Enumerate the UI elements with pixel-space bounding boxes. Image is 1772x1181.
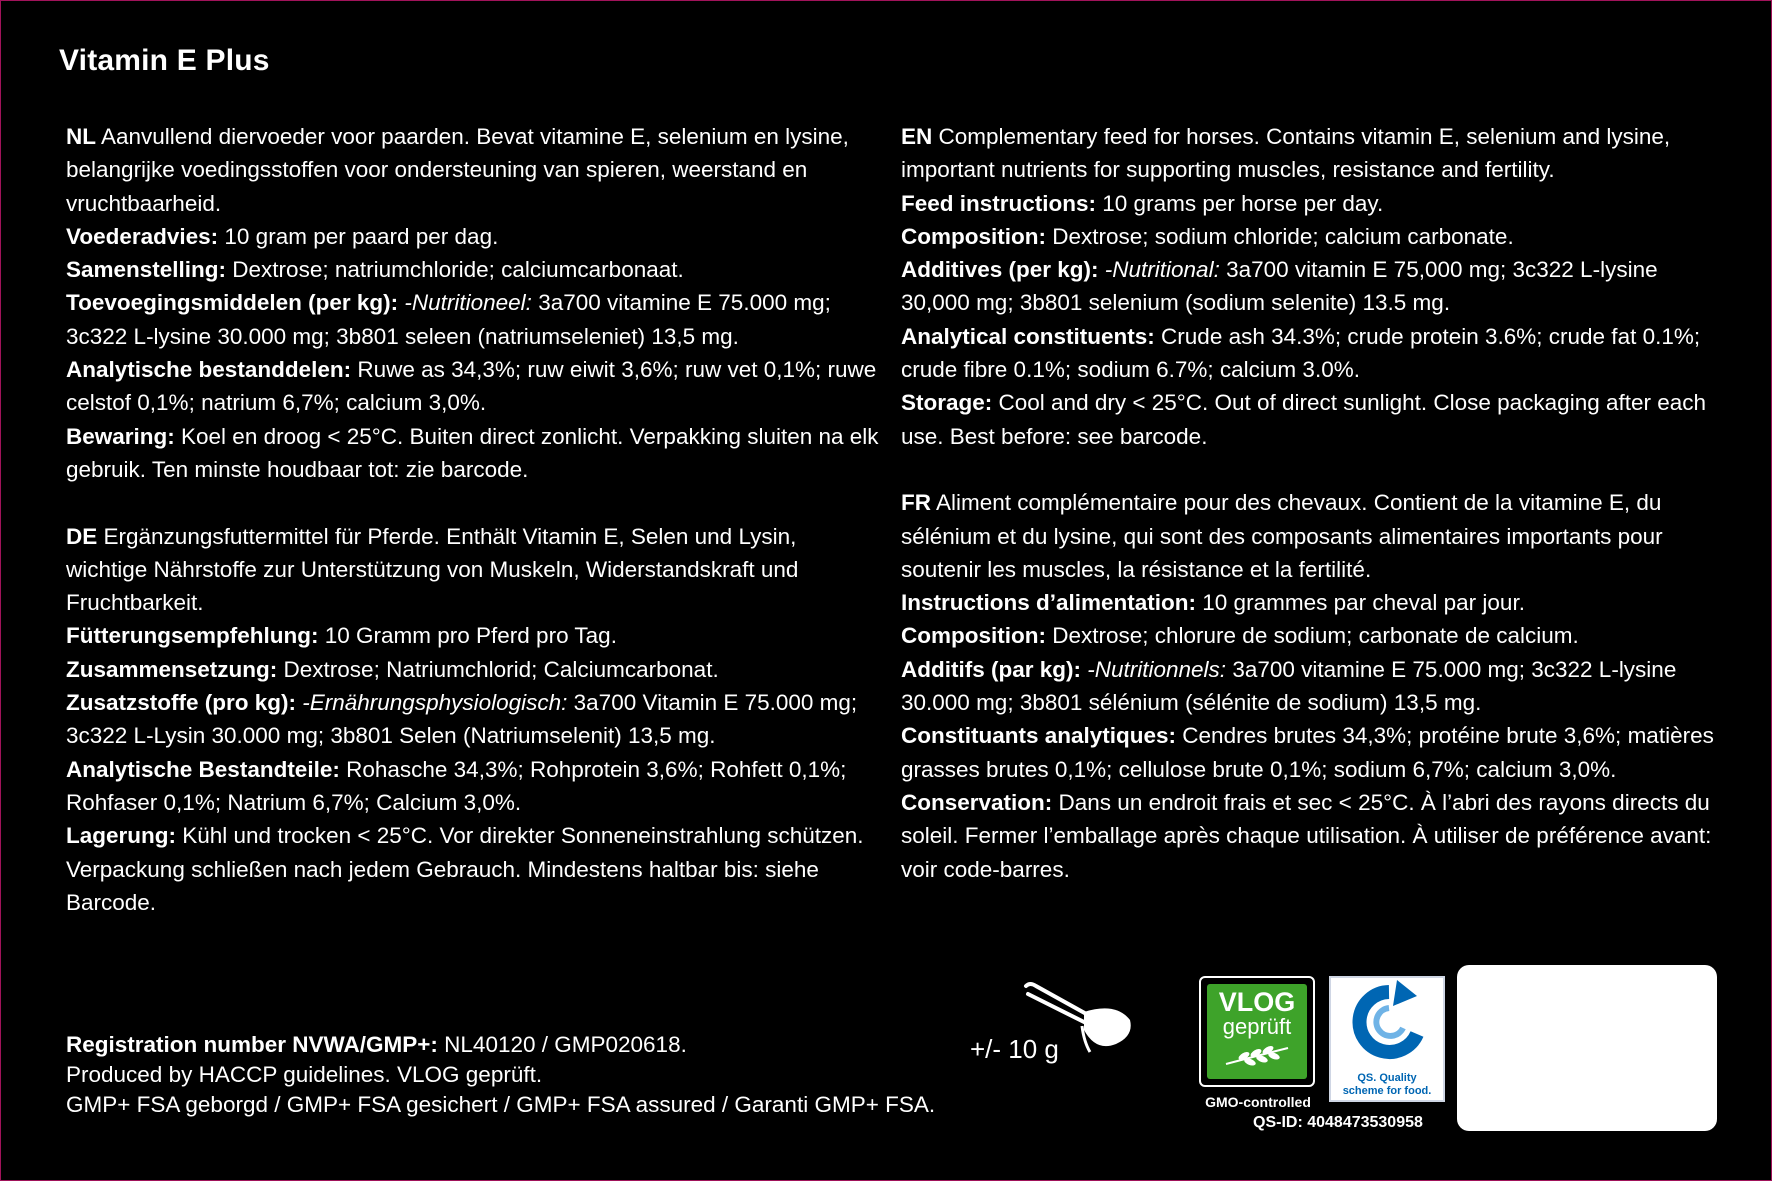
- en-section: [901, 120, 1716, 453]
- fr-lang-code: FR: [901, 490, 931, 516]
- nl-comp-label: Samenstelling:: [66, 257, 227, 283]
- nl-add-italic: -Nutritioneel:: [398, 290, 532, 316]
- en-comp-label: Composition:: [901, 223, 1046, 249]
- qs-logo: [1329, 976, 1445, 1102]
- en-feed-label: Feed instructions:: [901, 190, 1097, 216]
- nl-anal-text: Ruwe as 34,3%; ruw eiwit 3,6%; ruw vet 0,1%; ruwe celstof 0,1%; natrium 6,7%; calcium 3,0%.: [66, 357, 877, 416]
- fr-add-text: 3a700 vitamine E 75.000 mg; 3c322 L-lysine 30.000 mg; 3b801 sélénium (sélénite de sodium) 13,5 mg.: [901, 656, 1677, 716]
- nl-add-label: Toevoegingsmiddelen (per kg):: [66, 290, 399, 316]
- en-store-text: Cool and dry < 25°C. Out of direct sunlight. Close packaging after each use. Best before: see barcode.: [901, 390, 1707, 449]
- left-column: [66, 120, 881, 952]
- gmp-line: GMP+ FSA geborgd / GMP+ FSA gesichert / GMP+ FSA assured / Garanti GMP+ FSA.: [66, 1092, 936, 1117]
- registration-footer: [66, 1030, 935, 1120]
- vlog-subtitle: geprüft: [1222, 1014, 1292, 1039]
- nl-store-label: Bewaring:: [66, 423, 175, 449]
- fr-intro: Aliment complémentaire pour des chevaux. Contient de la vitamine E, du sélénium et du lysine, qui sont des composants alimentaires importants pour soutenir les muscles, la résistance et la fertilité.: [901, 490, 1663, 582]
- nl-add-text: 3a700 vitamine E 75.000 mg; 3c322 L-lysine 30.000 mg; 3b801 seleen (natriumseleniet) 13,5 mg.: [66, 290, 831, 349]
- nl-intro: Aanvullend diervoeder voor paarden. Bevat vitamine E, selenium en lysine, belangrijke voedingsstoffen voor ondersteuning van spieren, weerstand en vruchtbaarheid.: [66, 124, 849, 216]
- nl-anal-label: Analytische bestanddelen:: [66, 357, 352, 383]
- fr-feed-text: 10 grammes par cheval par jour.: [1196, 590, 1525, 616]
- fr-comp-label: Composition:: [901, 623, 1046, 649]
- en-comp-text: Dextrose; sodium chloride; calcium carbonate.: [1045, 223, 1514, 249]
- en-anal-label: Analytical constituents:: [901, 323, 1155, 349]
- nl-comp-text: Dextrose; natriumchloride; calciumcarbonaat.: [226, 257, 684, 283]
- en-add-label: Additives (per kg):: [901, 257, 1099, 283]
- qs-id: QS-ID: 4048473530958: [1253, 1114, 1423, 1131]
- nl-lang-code: NL: [66, 124, 96, 149]
- fr-anal-text: Cendres brutes 34,3%; protéine brute 3,6%; matières grasses brutes 0,1%; cellulose brute 0,1%; sodium 6,7%; calcium 3,0%.: [901, 723, 1714, 782]
- fr-comp-text: Dextrose; chlorure de sodium; carbonate de calcium.: [1045, 623, 1579, 649]
- de-feed-label: Fütterungsempfehlung:: [66, 623, 319, 649]
- reg-label: Registration number NVWA/GMP+:: [66, 1032, 438, 1057]
- qs-circular-arrow-icon: [1331, 978, 1447, 1072]
- de-comp-label: Zusammensetzung:: [66, 656, 278, 682]
- qs-text-line2: scheme for food.: [1342, 1085, 1432, 1097]
- de-add-label: Zusatzstoffe (pro kg):: [66, 690, 296, 716]
- de-store-text: Kühl und trocken < 25°C. Vor direkter Sonneneinstrahlung schützen. Verpackung schließen nach jedem Gebrauch. Mindestens haltbar bis: siehe Barcode.: [66, 823, 864, 915]
- fr-section: [901, 486, 1716, 886]
- de-section: [66, 520, 881, 920]
- en-add-italic: -Nutritional:: [1098, 257, 1220, 283]
- nl-store-text: Koel en droog < 25°C. Buiten direct zonlicht. Verpakking sluiten na elk gebruik. Ten minste houdbaar tot: zie barcode.: [66, 423, 879, 482]
- vlog-logo: [1199, 976, 1315, 1087]
- de-add-text: 3a700 Vitamin E 75.000 mg; 3c322 L-Lysin 30.000 mg; 3b801 Selen (Natriumselenit) 13,5 mg.: [66, 690, 858, 749]
- vlog-caption: GMO-controlled: [1205, 1094, 1311, 1110]
- nl-feed-text: 10 gram per paard per dag.: [218, 223, 499, 249]
- de-lang-code: DE: [66, 523, 98, 549]
- de-intro: Ergänzungsfuttermittel für Pferde. Enthält Vitamin E, Selen und Lysin, wichtige Nährstoffe zur Unterstützung von Muskeln, Widerstandskraft und Fruchtbarkeit.: [66, 523, 799, 616]
- fr-add-label: Additifs (par kg):: [901, 656, 1081, 682]
- en-add-text: 3a700 vitamin E 75,000 mg; 3c322 L-lysine 30,000 mg; 3b801 selenium (sodium selenite) 13.5 mg.: [901, 257, 1658, 316]
- de-store-label: Lagerung:: [66, 823, 176, 849]
- wheat-icon: [1222, 1042, 1292, 1068]
- product-title: Vitamin E Plus: [59, 44, 270, 77]
- de-anal-text: Rohasche 34,3%; Rohprotein 3,6%; Rohfett 0,1%; Rohfaser 0,1%; Natrium 6,7%; Calcium 3,0%.: [66, 756, 847, 815]
- right-column: [901, 120, 1716, 919]
- de-feed-text: 10 Gramm pro Pferd pro Tag.: [318, 623, 617, 649]
- haccp-line: Produced by HACCP guidelines. VLOG geprüft.: [66, 1062, 543, 1087]
- en-store-label: Storage:: [901, 390, 993, 416]
- fr-anal-label: Constituants analytiques:: [901, 723, 1177, 749]
- en-intro: Complementary feed for horses. Contains vitamin E, selenium and lysine, important nutrients for supporting muscles, resistance and fertility.: [901, 124, 1671, 183]
- en-lang-code: EN: [901, 124, 933, 149]
- de-anal-label: Analytische Bestandteile:: [66, 756, 340, 782]
- en-anal-text: Crude ash 34.3%; crude protein 3.6%; crude fat 0.1%; crude fibre 0.1%; sodium 6.7%; calcium 3.0%.: [901, 323, 1701, 383]
- vlog-title: VLOG: [1218, 987, 1296, 1017]
- fr-feed-label: Instructions d’alimentation:: [901, 590, 1197, 616]
- reg-text: NL40120 / GMP020618.: [437, 1032, 687, 1057]
- scoop-dose-label: +/- 10 g: [970, 1034, 1059, 1064]
- fr-store-text: Dans un endroit frais et sec < 25°C. À l’abri des rayons directs du soleil. Fermer l’emballage après chaque utilisation. À utiliser de préférence avant: voir code-barres.: [901, 789, 1712, 882]
- en-feed-text: 10 grams per horse per day.: [1096, 190, 1384, 216]
- fr-store-label: Conservation:: [901, 789, 1053, 815]
- nl-feed-label: Voederadvies:: [66, 223, 219, 249]
- fr-add-italic: -Nutritionnels:: [1081, 656, 1227, 682]
- qs-text-line1: QS. Quality: [1357, 1072, 1417, 1084]
- barcode-label-area: [1457, 965, 1717, 1131]
- nl-section: [66, 120, 881, 486]
- de-comp-text: Dextrose; Natriumchlorid; Calciumcarbonat.: [277, 656, 719, 682]
- de-add-italic: -Ernährungsphysiologisch:: [296, 690, 568, 716]
